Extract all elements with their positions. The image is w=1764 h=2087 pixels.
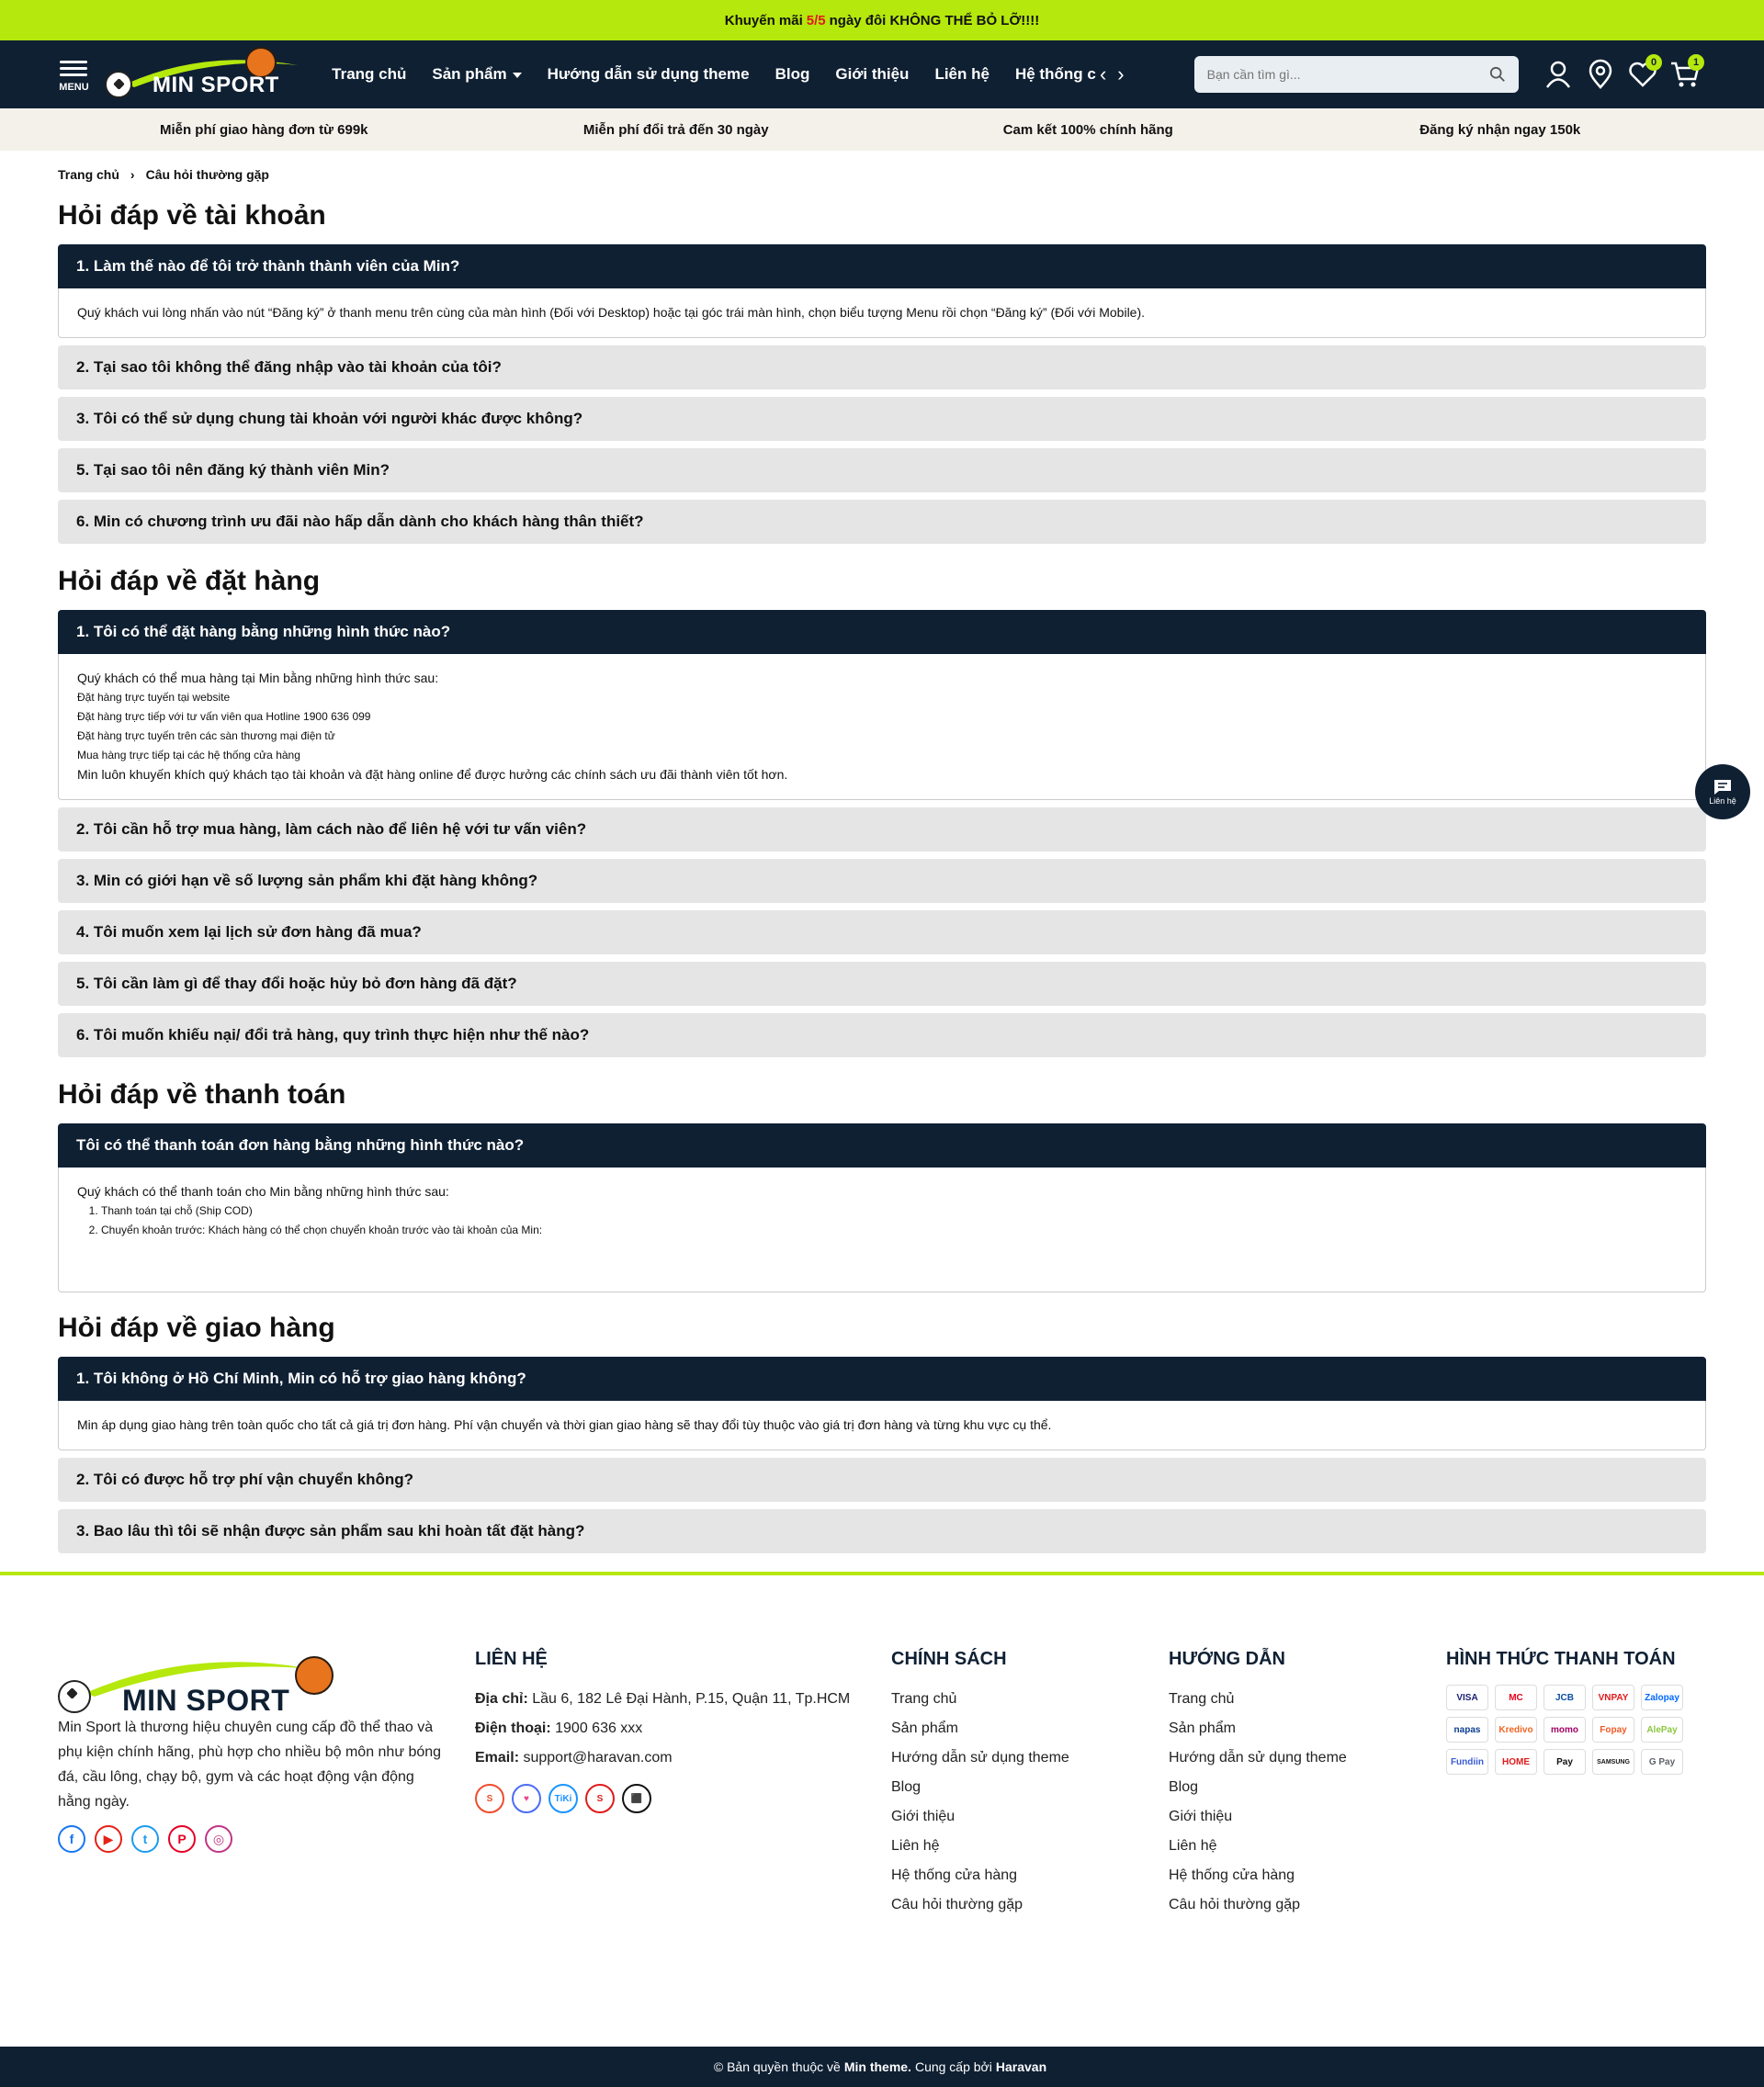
copyright-brand: Min theme. (843, 2059, 911, 2074)
faq-question[interactable]: 1. Làm thế nào để tôi trở thành thành viên của Min? (58, 244, 1706, 288)
napas-icon: napas (1446, 1717, 1488, 1743)
faq-item (58, 397, 1706, 441)
promo-text-before: Khuyến mãi (724, 12, 803, 28)
copyright-bar (0, 2047, 1764, 2087)
nav-blog[interactable]: Blog (775, 65, 810, 83)
tiki-icon[interactable]: TiKi (548, 1784, 578, 1813)
footer-link[interactable]: Hệ thống cửa hàng (1169, 1867, 1295, 1883)
faq-item (58, 962, 1706, 1006)
benefit-free-returns: Miễn phí đổi trả đến 30 ngày (582, 121, 769, 138)
facebook-icon[interactable]: f (58, 1825, 85, 1853)
faq-question[interactable]: Tôi có thể thanh toán đơn hàng bằng những hình thức nào? (58, 1123, 1706, 1168)
nav-stores[interactable]: Hệ thống c (1014, 65, 1096, 83)
fundiin-icon: Fundiin (1446, 1749, 1488, 1775)
faq-answer: Quý khách vui lòng nhấn vào nút “Đăng ký” ở thanh menu trên cùng của màn hình (Đối với Desktop) hoặc tại góc trái màn hình, chọn biểu tượng Menu rồi chọn “Đăng ký” (Đối với Mobile). (58, 288, 1706, 338)
faq-question[interactable]: 6. Min có chương trình ưu đãi nào hấp dẫn dành cho khách hàng thân thiết? (58, 500, 1706, 544)
faq-item (58, 859, 1706, 903)
hamburger-icon (60, 57, 87, 80)
faq-item (58, 1458, 1706, 1502)
google-pay-icon: G Pay (1641, 1749, 1683, 1775)
benefit-authentic: Cam kết 100% chính hãng (1002, 121, 1173, 138)
footer-payment-title: HÌNH THỨC THANH TOÁN (1446, 1649, 1676, 1669)
alepay-icon: AlePay (1641, 1717, 1683, 1743)
faq-answer-item: Đặt hàng trực tuyến tại website (77, 691, 231, 704)
logo-text: MIN SPORT (152, 73, 279, 97)
faq-answer-item: Đặt hàng trực tuyến trên các sàn thương mại điện tử (77, 729, 335, 742)
promo-text-after: ngày đôi KHÔNG THỂ BỎ LỠ!!!! (829, 12, 1040, 28)
footer-guide (1169, 1649, 1446, 1920)
footer-link[interactable]: Liên hệ (1169, 1838, 1217, 1854)
footer-logo[interactable] (58, 1649, 334, 1715)
faq-question[interactable]: 5. Tại sao tôi nên đăng ký thành viên Min? (58, 448, 1706, 492)
faq-item (58, 244, 1706, 338)
social-links (58, 1825, 475, 1853)
chat-label: Liên hệ (1709, 796, 1736, 806)
section-title-payment: Hỏi đáp về thanh toán (58, 1079, 346, 1110)
pinterest-icon[interactable]: P (168, 1825, 196, 1853)
faq-question[interactable]: 3. Tôi có thể sử dụng chung tài khoản với người khác được không? (58, 397, 1706, 441)
marketplace-links (475, 1784, 891, 1813)
home-paylater-icon: HOME (1495, 1749, 1537, 1775)
header-icons (1537, 56, 1706, 93)
footer-payment (1446, 1649, 1706, 1920)
site-footer (0, 1575, 1764, 2011)
location-pin-icon (1589, 60, 1612, 89)
nav-products-label: Sản phẩm (432, 65, 507, 83)
footer-about (58, 1649, 475, 1920)
cart-button[interactable] (1664, 56, 1706, 93)
footer-link[interactable]: Câu hỏi thường gặp (1169, 1897, 1301, 1912)
address-label: Địa chỉ: (475, 1691, 528, 1707)
faq-answer-item: 2. Chuyển khoản trước: Khách hàng có thể chọn chuyển khoản trước vào tài khoản của Min: (101, 1221, 1687, 1240)
nav-contact[interactable]: Liên hệ (934, 65, 989, 83)
cart-count-badge: 1 (1688, 54, 1704, 71)
shopee-icon[interactable]: S (475, 1784, 504, 1813)
faq-question[interactable]: 4. Tôi muốn xem lại lịch sử đơn hàng đã mua? (58, 910, 1706, 954)
wishlist-count-badge: 0 (1645, 54, 1662, 71)
faq-item (58, 1013, 1706, 1057)
faq-question[interactable]: 3. Min có giới hạn về số lượng sản phẩm khi đặt hàng không? (58, 859, 1706, 903)
nav-prev-icon[interactable]: ‹ (1099, 62, 1107, 85)
footer-policy (891, 1649, 1169, 1920)
faq-question[interactable]: 1. Tôi có thể đặt hàng bằng những hình thức nào? (58, 610, 1706, 654)
email-value[interactable]: support@haravan.com (523, 1750, 673, 1765)
faq-answer (58, 1168, 1706, 1292)
footer-link[interactable]: Blog (891, 1779, 922, 1795)
main-nav (332, 40, 1129, 108)
address-value: Lầu 6, 182 Lê Đại Hành, P.15, Quận 11, Tp.HCM (532, 1691, 851, 1707)
nav-about[interactable]: Giới thiệu (835, 65, 910, 83)
copyright-provider[interactable]: Haravan (995, 2059, 1047, 2074)
mastercard-icon: MC (1495, 1685, 1537, 1710)
soccer-ball-icon (105, 71, 132, 98)
footer-link[interactable]: Liên hệ (891, 1838, 940, 1854)
search-input[interactable] (1207, 67, 1489, 82)
faq-question[interactable]: 2. Tôi cần hỗ trợ mua hàng, làm cách nào để liên hệ với tư vấn viên? (58, 807, 1706, 852)
footer-contact-title: LIÊN HỆ (475, 1649, 548, 1669)
footer-link[interactable]: Trang chủ (891, 1691, 957, 1707)
faq-answer-item: Đặt hàng trực tiếp với tư vấn viên qua Hotline 1900 636 099 (77, 710, 371, 723)
menu-button[interactable] (58, 57, 90, 93)
footer-email (475, 1743, 891, 1773)
faq-answer-item: Mua hàng trực tiếp tại các hệ thống cửa hàng (77, 749, 300, 761)
instagram-icon[interactable]: ◎ (205, 1825, 232, 1853)
faq-item (58, 345, 1706, 389)
faq-item (58, 910, 1706, 954)
soccer-ball-icon (58, 1680, 91, 1713)
promo-bar (0, 0, 1764, 40)
user-icon (1545, 61, 1571, 88)
chevron-right-icon: › (130, 167, 135, 182)
faq-item (58, 1509, 1706, 1553)
faq-item (58, 1123, 1706, 1292)
promo-highlight: 5/5 (806, 12, 826, 28)
site-logo[interactable] (105, 47, 289, 102)
main-content (58, 167, 1706, 1553)
kredivo-icon: Kredivo (1495, 1717, 1537, 1743)
faq-answer-intro: Quý khách có thể thanh toán cho Min bằng những hình thức sau: (77, 1184, 449, 1199)
footer-link[interactable]: Sản phẩm (891, 1720, 958, 1736)
footer-phone (475, 1714, 891, 1743)
faq-answer-intro: Quý khách có thể mua hàng tại Min bằng những hình thức sau: (77, 671, 439, 685)
faq-question[interactable]: 3. Bao lâu thì tôi sẽ nhận được sản phẩm sau khi hoàn tất đặt hàng? (58, 1509, 1706, 1553)
faq-item (58, 448, 1706, 492)
faq-answer (58, 654, 1706, 800)
benefit-bar (0, 108, 1764, 151)
footer-link[interactable]: Hướng dẫn sử dụng theme (1169, 1750, 1347, 1765)
payment-logos (1446, 1685, 1706, 1775)
footer-about-text: Min Sport là thương hiệu chuyên cung cấp đồ thể thao và phụ kiện chính hãng, phù hợp cho nhiều bộ môn như bóng đá, cầu lông, chạy bộ, gym và các hoạt động vận động hằng ngày. (58, 1720, 442, 1810)
faq-question[interactable]: 2. Tôi có được hỗ trợ phí vận chuyển không? (58, 1458, 1706, 1502)
chat-icon (1713, 778, 1733, 796)
twitter-icon[interactable]: t (131, 1825, 159, 1853)
account-button[interactable] (1537, 56, 1579, 93)
footer-link[interactable]: Hướng dẫn sử dụng theme (891, 1750, 1069, 1765)
section-title-account: Hỏi đáp về tài khoản (58, 200, 326, 231)
basketball-icon (295, 1656, 334, 1695)
footer-guide-title: HƯỚNG DẪN (1169, 1649, 1285, 1669)
search-icon[interactable] (1489, 66, 1506, 83)
footer-address (475, 1685, 891, 1714)
menu-label: MENU (59, 81, 89, 93)
faq-item (58, 807, 1706, 852)
store-locator-button[interactable] (1579, 56, 1622, 93)
lazada-icon[interactable]: ♥ (512, 1784, 541, 1813)
nav-next-icon[interactable]: › (1117, 62, 1125, 85)
footer-contact (475, 1649, 891, 1920)
footer-link[interactable]: Câu hỏi thường gặp (891, 1897, 1023, 1912)
jcb-icon: JCB (1544, 1685, 1586, 1710)
youtube-icon[interactable]: ▶ (95, 1825, 122, 1853)
samsung-pay-icon: SAMSUNG (1592, 1749, 1634, 1775)
wishlist-button[interactable] (1622, 56, 1664, 93)
fopay-icon: Fopay (1592, 1717, 1634, 1743)
phone-value[interactable]: 1900 636 xxx (555, 1720, 643, 1736)
zalopay-icon: Zalopay (1641, 1685, 1683, 1710)
faq-answer-item: 1. Thanh toán tại chỗ (Ship COD) (101, 1201, 1687, 1221)
nav-products[interactable] (432, 65, 521, 84)
faq-answer-outro: Min luôn khuyến khích quý khách tạo tài khoản và đặt hàng online để được hưởng các chính sách ưu đãi thành viên tốt hơn. (77, 767, 788, 782)
copyright-mid: Cung cấp bởi (914, 2059, 992, 2074)
apple-pay-icon: Pay (1544, 1749, 1586, 1775)
section-title-orders: Hỏi đáp về đặt hàng (58, 566, 321, 596)
benefit-free-shipping: Miễn phí giao hàng đơn từ 699k (159, 121, 368, 138)
copyright-text: © Bản quyền thuộc về (713, 2059, 841, 2074)
breadcrumb (58, 167, 1706, 182)
breadcrumb-current: Câu hỏi thường gặp (145, 167, 269, 182)
vnpay-icon: VNPAY (1592, 1685, 1634, 1710)
momo-icon: momo (1544, 1717, 1586, 1743)
faq-question[interactable]: 6. Tôi muốn khiếu nại/ đổi trả hàng, quy trình thực hiện như thế nào? (58, 1013, 1706, 1057)
chevron-down-icon (513, 73, 522, 78)
faq-question[interactable]: 1. Tôi không ở Hồ Chí Minh, Min có hỗ trợ giao hàng không? (58, 1357, 1706, 1401)
search-box (1194, 56, 1519, 93)
payment-method-list (101, 1201, 1687, 1240)
faq-item (58, 500, 1706, 544)
footer-link[interactable]: Blog (1169, 1779, 1199, 1795)
site-header (0, 40, 1764, 108)
footer-policy-title: CHÍNH SÁCH (891, 1649, 1007, 1669)
footer-link[interactable]: Hệ thống cửa hàng (891, 1867, 1018, 1883)
footer-logo-text: MIN SPORT (122, 1684, 290, 1717)
email-label: Email: (475, 1750, 520, 1765)
faq-question[interactable]: 5. Tôi cần làm gì để thay đổi hoặc hủy bỏ đơn hàng đã đặt? (58, 962, 1706, 1006)
faq-question[interactable]: 2. Tại sao tôi không thể đăng nhập vào tài khoản của tôi? (58, 345, 1706, 389)
faq-item (58, 610, 1706, 800)
tiktok-shop-icon[interactable]: ⬛ (622, 1784, 651, 1813)
phone-label: Điện thoại: (475, 1720, 551, 1736)
footer-link[interactable]: Giới thiệu (1169, 1809, 1233, 1824)
footer-link[interactable]: Trang chủ (1169, 1691, 1235, 1707)
footer-link[interactable]: Giới thiệu (891, 1809, 956, 1824)
visa-icon: VISA (1446, 1685, 1488, 1710)
sendo-icon[interactable]: S (585, 1784, 615, 1813)
section-title-shipping: Hỏi đáp về giao hàng (58, 1313, 335, 1343)
faq-item (58, 1357, 1706, 1450)
breadcrumb-home[interactable]: Trang chủ (58, 167, 119, 182)
footer-link[interactable]: Sản phẩm (1169, 1720, 1236, 1736)
nav-home[interactable]: Trang chủ (332, 65, 407, 83)
chat-button[interactable] (1695, 764, 1750, 819)
benefit-signup: Đăng ký nhận ngay 150k (1419, 121, 1581, 138)
faq-answer: Min áp dụng giao hàng trên toàn quốc cho tất cả giá trị đơn hàng. Phí vận chuyển và thời gian giao hàng sẽ thay đổi tùy thuộc vào giá trị đơn hàng và từng khu vực cụ thể. (58, 1401, 1706, 1450)
nav-theme-guide[interactable]: Hướng dẫn sử dụng theme (547, 65, 750, 83)
